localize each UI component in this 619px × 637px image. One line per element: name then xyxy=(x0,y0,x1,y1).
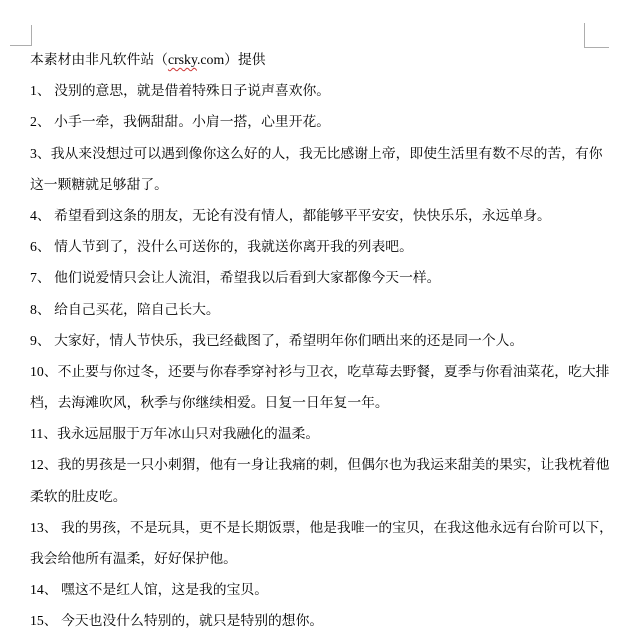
provider-suffix: .com）提供 xyxy=(196,52,266,67)
text-line[interactable]: 14、 嘿这不是红人馆，这是我的宝贝。 xyxy=(30,582,268,598)
document-lines xyxy=(30,75,619,636)
text-line[interactable]: 柔软的肚皮吃。 xyxy=(30,488,127,504)
text-line[interactable]: 7、 他们说爱情只会让人流泪，希望我以后看到大家都像今天一样。 xyxy=(30,270,441,286)
text-line[interactable]: 我会给他所有温柔，好好保护他。 xyxy=(30,551,237,566)
text-line[interactable]: 2、 小手一牵，我俩甜甜。小肩一搭，心里开花。 xyxy=(30,114,331,130)
flagged-word: crsky xyxy=(167,52,197,67)
document-text-area[interactable] xyxy=(30,44,619,637)
provider-prefix: 本素材由非凡软件站（ xyxy=(30,52,168,67)
text-line[interactable]: 12、我的男孩是一只小刺猬，他有一身让我痛的刺，但偶尔也为我运来甜美的果实，让我枕着他 xyxy=(30,457,610,473)
text-line[interactable]: 11、我永远屈服于万年冰山只对我融化的温柔。 xyxy=(30,426,320,442)
text-line[interactable]: 1、 没别的意思，就是借着特殊日子说声喜欢你。 xyxy=(30,83,331,99)
provider-line[interactable] xyxy=(30,44,619,75)
text-line[interactable]: 15、 今天也没什么特别的，就只是特别的想你。 xyxy=(30,613,324,629)
text-line[interactable]: 6、 情人节到了，没什么可送你的，我就送你离开我的列表吧。 xyxy=(30,239,413,255)
text-line[interactable]: 这一颗糖就足够甜了。 xyxy=(30,176,168,192)
text-line[interactable]: 3、我从来没想过可以遇到像你这么好的人，我无比感谢上帝，即使生活里有数不尽的苦，有你 xyxy=(30,145,603,161)
text-line[interactable]: 10、不止要与你过冬，还要与你春季穿衬衫与卫衣，吃草莓去野餐，夏季与你看油菜花，吃大排 xyxy=(30,363,610,379)
text-line[interactable]: 13、 我的男孩，不是玩具，更不是长期饭票，他是我唯一的宝贝，在我这他永远有台阶可以下， xyxy=(30,519,613,535)
text-line[interactable]: 8、 给自己买花，陪自己长大。 xyxy=(30,301,220,317)
text-line[interactable]: 9、 大家好，情人节快乐，我已经截图了，希望明年你们晒出来的还是同一个人。 xyxy=(30,332,524,348)
margin-mark-top-left xyxy=(10,25,32,46)
text-line[interactable]: 档，去海滩吹风，秋季与你继续相爱。日复一日年复一年。 xyxy=(30,395,389,411)
text-line[interactable]: 4、 希望看到这条的朋友，无论有没有情人，都能够平平安安，快快乐乐，永远单身。 xyxy=(30,207,551,223)
